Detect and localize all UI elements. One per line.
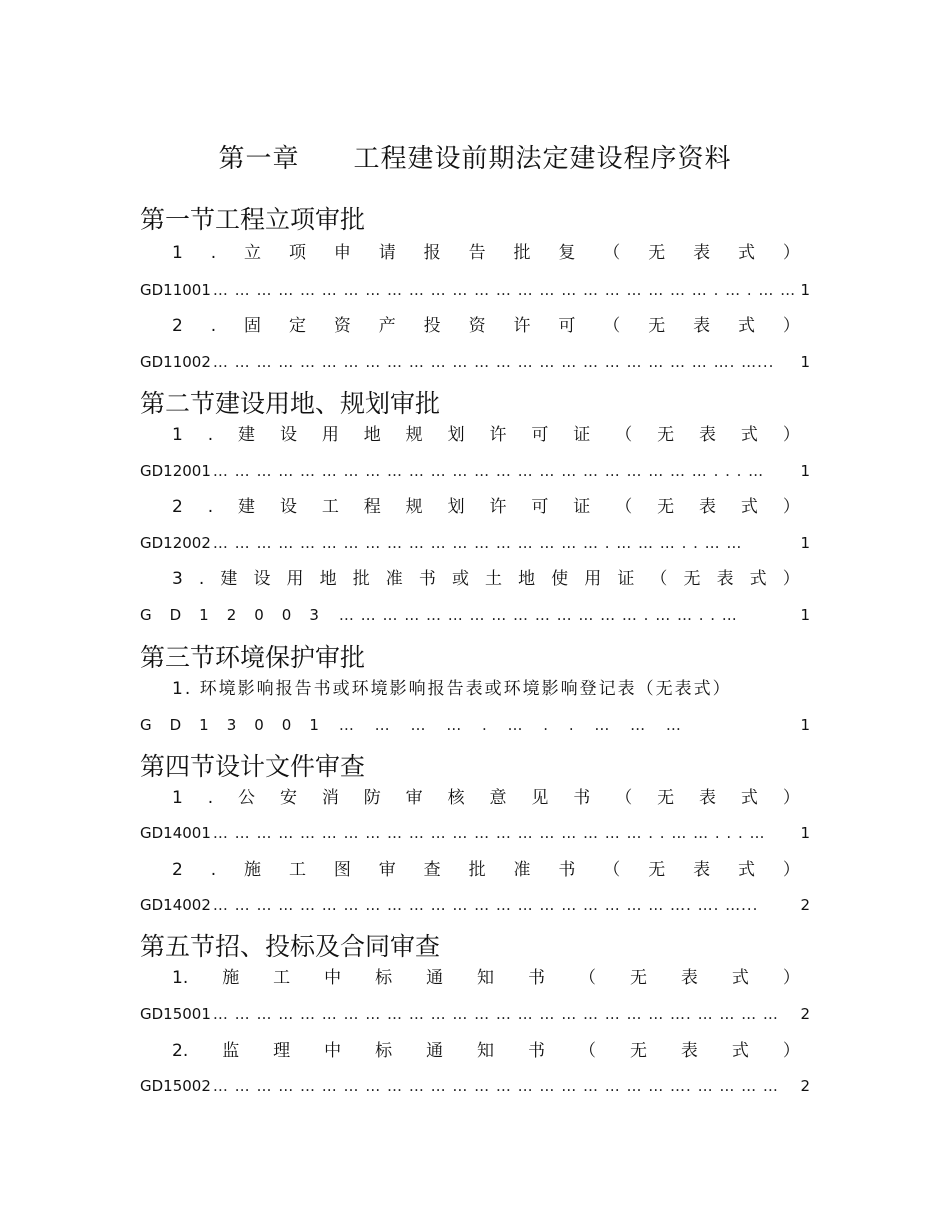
toc-item-char: 式	[738, 316, 756, 336]
toc-item-char: 报	[423, 243, 441, 263]
toc-item-char: 知	[477, 968, 495, 988]
toc-item-char: （	[615, 788, 633, 808]
toc-item-char: 中	[324, 968, 342, 988]
toc-item-char: 告	[468, 243, 486, 263]
toc-item-char: 施	[244, 860, 262, 880]
form-code: GD12003	[140, 606, 337, 624]
form-code: GD11001	[140, 281, 211, 299]
toc-item-label	[172, 242, 800, 264]
dot-leader: … … … … … … … … … … … … … … … … … … … … … … … …. …...	[212, 353, 775, 371]
toc-entry-line	[140, 352, 810, 372]
toc-item-char: 通	[426, 968, 444, 988]
form-code: GD12001	[140, 462, 211, 480]
toc-item-char: 建	[238, 425, 256, 445]
toc-item-char: 表	[699, 425, 717, 445]
toc-item-char: 表	[693, 860, 711, 880]
toc-item-char: 地	[319, 569, 337, 589]
toc-item-char: 通	[426, 1041, 444, 1061]
toc-item-char: 立	[244, 243, 262, 263]
toc-item-label	[172, 967, 800, 989]
toc-item-label	[172, 678, 800, 700]
toc-item-char: 建	[220, 569, 238, 589]
dot-leader: … … … … … … … … … … … … … … … … … … … … … …. … … … …	[212, 1077, 779, 1095]
toc-item-char: 地	[363, 425, 381, 445]
toc-item-char: （	[603, 316, 621, 336]
toc-entry-line	[140, 715, 810, 735]
toc-item-char: .	[207, 788, 214, 808]
page-number: 1	[800, 281, 810, 299]
form-code: GD15001	[140, 1005, 211, 1023]
toc-item-char: 证	[573, 425, 591, 445]
toc-item-char: 查	[423, 860, 441, 880]
toc-item-char: 标	[375, 1041, 393, 1061]
toc-item-char: 意	[489, 788, 507, 808]
toc-item-char: 申	[333, 243, 351, 263]
toc-item-char: ）	[782, 968, 800, 988]
toc-item-char: 工	[288, 860, 306, 880]
toc-item-char: 安	[279, 788, 297, 808]
form-code: GD13001	[140, 716, 337, 734]
toc-item-char: 资	[333, 316, 351, 336]
toc-item-char: 式	[738, 860, 756, 880]
toc-item-char: ）	[782, 497, 800, 517]
toc-item-char: 式	[749, 569, 767, 589]
toc-item-char: 表	[680, 1041, 698, 1061]
dot-leader: … … … … … … … … … … … … … … … … … … … … … …. …. …...	[212, 896, 759, 914]
toc-item-char: .	[198, 569, 205, 589]
toc-item-char: （	[615, 425, 633, 445]
toc-item-char: （	[650, 569, 668, 589]
toc-item-char: 工	[273, 968, 291, 988]
toc-item-char: 批	[513, 243, 531, 263]
toc-item-char: 规	[405, 497, 423, 517]
toc-item-char: 可	[531, 497, 549, 517]
section-title: 第一节工程立项审批	[140, 205, 366, 234]
toc-item-char: 式	[731, 1041, 749, 1061]
toc-item-char: 使	[551, 569, 569, 589]
toc-item-char: （	[578, 1041, 596, 1061]
toc-item-char: 项	[288, 243, 306, 263]
dot-leader: … … … … … … … … … … … … … … … … … … … … … … … . … . … …	[212, 281, 797, 299]
toc-item-char: 无	[683, 569, 701, 589]
toc-item-char: ）	[782, 788, 800, 808]
toc-item-char: 规	[405, 425, 423, 445]
toc-entry-line	[140, 1004, 810, 1024]
toc-item-char: .	[207, 497, 214, 517]
toc-entry-line	[140, 461, 810, 481]
toc-item-char: ）	[782, 569, 800, 589]
toc-item-char: 式	[731, 968, 749, 988]
toc-item-char: 书	[558, 860, 576, 880]
toc-item-char: 准	[385, 569, 403, 589]
toc-item-char: 见	[531, 788, 549, 808]
page-number: 2	[800, 896, 810, 914]
toc-item-char: 批	[352, 569, 370, 589]
toc-item-char: ）	[782, 1041, 800, 1061]
toc-item-text: 1. 环境影响报告书或环境影响报告表或环境影响登记表（无表式）	[172, 679, 732, 699]
toc-item-char: 式	[740, 425, 758, 445]
toc-item-char: （	[615, 497, 633, 517]
page-number: 1	[800, 353, 810, 371]
toc-item-char: 表	[699, 497, 717, 517]
form-code: GD12002	[140, 534, 211, 552]
toc-item-char: 公	[238, 788, 256, 808]
toc-item-char: 防	[363, 788, 381, 808]
toc-item-char: 用	[584, 569, 602, 589]
toc-item-char: 理	[273, 1041, 291, 1061]
toc-item-char: 设	[279, 497, 297, 517]
toc-item-char: 建	[238, 497, 256, 517]
section-title: 第四节设计文件审查	[140, 752, 366, 781]
toc-item-char: 书	[573, 788, 591, 808]
toc-item-char: 土	[485, 569, 503, 589]
form-code: GD14002	[140, 896, 211, 914]
chapter-number: 第一章	[218, 144, 300, 174]
toc-item-char: 许	[489, 425, 507, 445]
toc-item-char: 无	[648, 243, 666, 263]
toc-item-char: .	[210, 243, 217, 263]
section-title: 第三节环境保护审批	[140, 643, 366, 672]
toc-item-char: 无	[648, 316, 666, 336]
toc-item-char: 知	[477, 1041, 495, 1061]
toc-item-char: 定	[288, 316, 306, 336]
toc-item-char: 消	[321, 788, 339, 808]
toc-item-char: 地	[518, 569, 536, 589]
toc-item-char: 无	[657, 425, 675, 445]
toc-item-char: 表	[693, 316, 711, 336]
toc-item-char: ）	[782, 860, 800, 880]
toc-item-char: 程	[363, 497, 381, 517]
toc-item-char: 施	[222, 968, 240, 988]
toc-entry-line	[140, 605, 810, 625]
toc-item-char: 2	[172, 497, 183, 517]
toc-item-char: 书	[528, 1041, 546, 1061]
toc-item-char: .	[210, 316, 217, 336]
toc-item-char: 许	[513, 316, 531, 336]
toc-item-char: 工	[321, 497, 339, 517]
section-title: 第二节建设用地、规划审批	[140, 389, 441, 418]
page-number: 1	[800, 824, 810, 842]
toc-item-char: 可	[531, 425, 549, 445]
toc-item-char: 可	[558, 316, 576, 336]
toc-item-char: 许	[489, 497, 507, 517]
form-code: GD14001	[140, 824, 211, 842]
toc-item-char: 3	[172, 569, 183, 589]
toc-item-char: 2.	[172, 1041, 189, 1061]
toc-item-char: 划	[447, 425, 465, 445]
toc-item-char: 复	[558, 243, 576, 263]
toc-item-label	[172, 315, 800, 337]
toc-item-label	[172, 496, 800, 518]
chapter-title: 工程建设前期法定建设程序资料	[353, 144, 732, 174]
toc-item-char: 用	[321, 425, 339, 445]
toc-item-char: ）	[782, 316, 800, 336]
toc-entry-line	[140, 280, 810, 300]
dot-leader: … … … … … … … … … … … … … … … … … … … … … …. … … … …	[212, 1005, 779, 1023]
toc-item-char: 无	[648, 860, 666, 880]
toc-item-label	[172, 424, 800, 446]
dot-leader: … … … … … … … … … … … … … … … … … … . … … … . . … …	[212, 534, 743, 552]
toc-entry-line	[140, 533, 810, 553]
toc-item-char: 式	[738, 243, 756, 263]
toc-item-char: 准	[513, 860, 531, 880]
form-code: GD15002	[140, 1077, 211, 1095]
toc-item-char: 设	[279, 425, 297, 445]
toc-item-char: 产	[378, 316, 396, 336]
toc-item-char: 1	[172, 425, 183, 445]
toc-item-char: 图	[333, 860, 351, 880]
toc-item-char: （	[603, 243, 621, 263]
toc-item-char: 表	[693, 243, 711, 263]
toc-item-char: 标	[375, 968, 393, 988]
page-number: 1	[800, 606, 810, 624]
page-number: 1	[800, 716, 810, 734]
toc-item-char: 1	[172, 243, 183, 263]
toc-item-char: 表	[716, 569, 734, 589]
dot-leader: … … … … . … . . … … …	[338, 716, 689, 734]
toc-item-char: 无	[657, 497, 675, 517]
toc-item-char: 审	[378, 860, 396, 880]
section-title: 第五节招、投标及合同审查	[140, 932, 441, 961]
toc-item-char: 1.	[172, 968, 189, 988]
toc-item-char: 式	[740, 788, 758, 808]
toc-item-char: 无	[657, 788, 675, 808]
chapter-heading	[0, 138, 950, 175]
toc-item-char: 证	[617, 569, 635, 589]
toc-item-char: 请	[378, 243, 396, 263]
page-number: 1	[800, 462, 810, 480]
toc-item-char: 书	[528, 968, 546, 988]
toc-item-char: （	[578, 968, 596, 988]
toc-item-char: 批	[468, 860, 486, 880]
toc-item-label	[172, 568, 800, 590]
toc-item-char: ）	[782, 425, 800, 445]
toc-entry-line	[140, 895, 810, 915]
toc-item-char: 固	[244, 316, 262, 336]
dot-leader: … … … … … … … … … … … … … … . … … . . …	[338, 606, 738, 624]
toc-item-char: 资	[468, 316, 486, 336]
toc-item-char: 2	[172, 316, 183, 336]
toc-item-char: 证	[573, 497, 591, 517]
toc-item-char: 或	[451, 569, 469, 589]
toc-item-char: 用	[286, 569, 304, 589]
toc-item-char: 划	[447, 497, 465, 517]
page-number: 1	[800, 534, 810, 552]
toc-item-char: 书	[418, 569, 436, 589]
toc-item-char: 无	[629, 1041, 647, 1061]
toc-item-char: 式	[740, 497, 758, 517]
toc-item-char: 2	[172, 860, 183, 880]
toc-item-char: 设	[253, 569, 271, 589]
toc-item-char: 监	[222, 1041, 240, 1061]
toc-item-char: .	[207, 425, 214, 445]
toc-item-char: 表	[680, 968, 698, 988]
toc-item-char: .	[210, 860, 217, 880]
toc-item-char: 投	[423, 316, 441, 336]
form-code: GD11002	[140, 353, 211, 371]
toc-item-label	[172, 1040, 800, 1062]
toc-item-char: 核	[447, 788, 465, 808]
toc-entry-line	[140, 1076, 810, 1096]
toc-item-char: 表	[699, 788, 717, 808]
toc-item-char: 1	[172, 788, 183, 808]
toc-item-char: 无	[629, 968, 647, 988]
toc-item-label	[172, 859, 800, 881]
toc-item-label	[172, 787, 800, 809]
toc-item-char: 审	[405, 788, 423, 808]
page-number: 2	[800, 1005, 810, 1023]
toc-item-char: ）	[782, 243, 800, 263]
toc-item-char: （	[603, 860, 621, 880]
toc-entry-line	[140, 823, 810, 843]
dot-leader: … … … … … … … … … … … … … … … … … … … … … … … . . . …	[212, 462, 765, 480]
dot-leader: … … … … … … … … … … … … … … … … … … … … . . … … . . . …	[212, 824, 766, 842]
page-number: 2	[800, 1077, 810, 1095]
toc-item-char: 中	[324, 1041, 342, 1061]
